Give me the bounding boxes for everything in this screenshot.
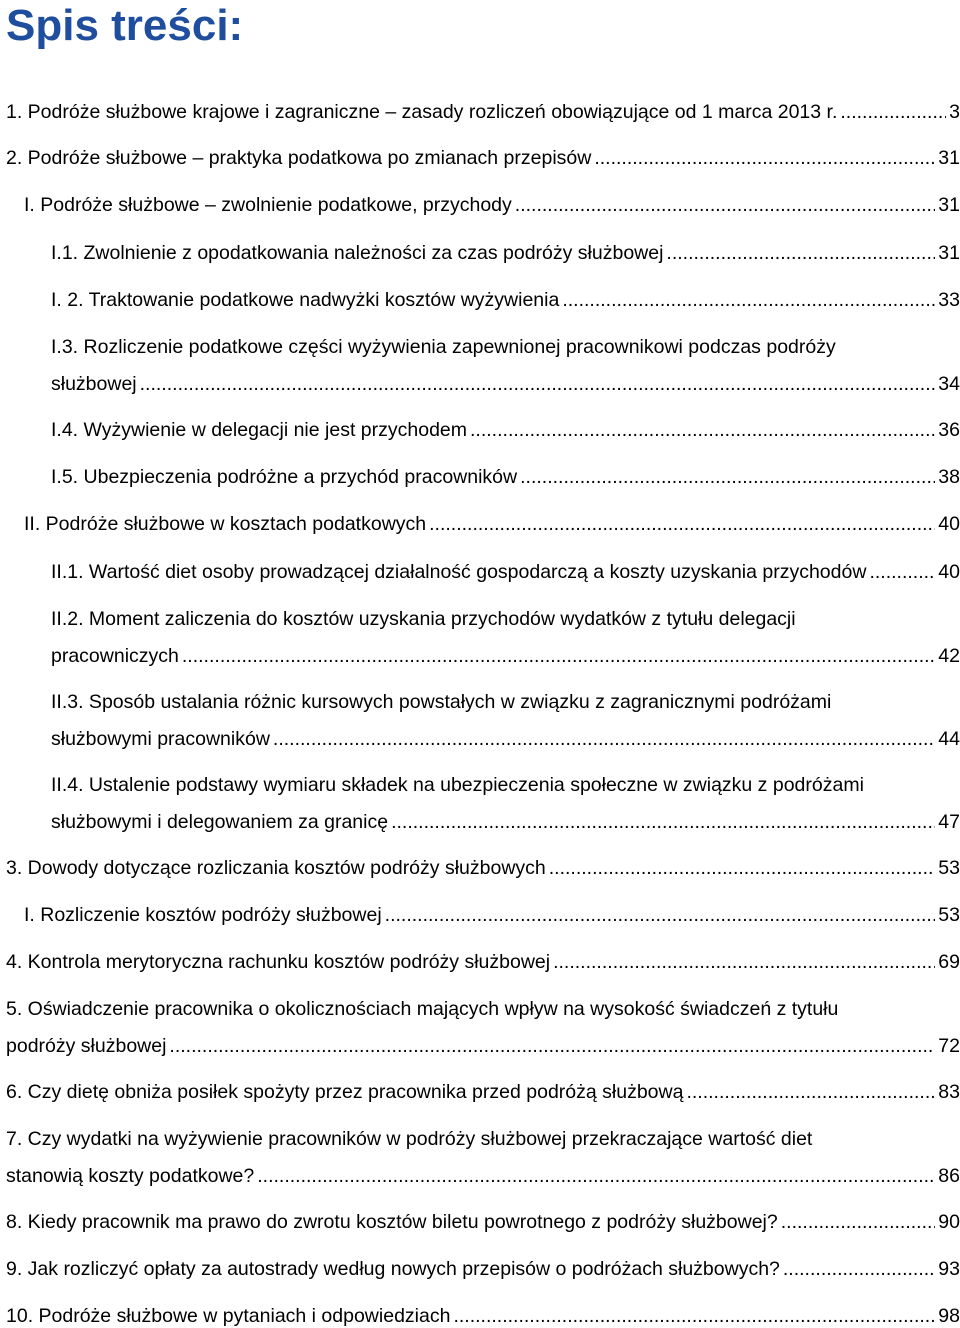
toc-entry-text: 8. Kiedy pracownik ma prawo do zwrotu kosztów biletu powrotnego z podróży służbowej? — [6, 1211, 778, 1233]
toc-entry-text: I.4. Wyżywienie w delegacji nie jest przychodem — [51, 419, 468, 441]
dot-leader — [562, 288, 935, 312]
toc-page-number: 53 — [938, 857, 960, 879]
dot-leader — [594, 146, 935, 170]
dot-leader — [666, 241, 935, 265]
dot-leader — [515, 193, 936, 217]
dot-leader — [470, 418, 935, 442]
toc-entry-text: I. 2. Traktowanie podatkowe nadwyżki kosztów wyżywienia — [51, 289, 560, 311]
toc-entry[interactable] — [24, 512, 960, 536]
page-title: Spis treści: — [6, 1, 244, 50]
toc-page-number: 90 — [938, 1211, 960, 1233]
toc-entry-text: 2. Podróże służbowe – praktyka podatkowa po zmianach przepisów — [6, 147, 592, 169]
toc-page-number: 33 — [938, 289, 960, 311]
dot-leader — [520, 465, 935, 489]
toc-entry-text: służbowymi i delegowaniem za granicę — [51, 811, 389, 833]
toc-entry[interactable] — [6, 1080, 960, 1104]
toc-page-number: 40 — [938, 561, 960, 583]
dot-leader — [169, 1034, 935, 1058]
toc-entry[interactable] — [24, 193, 960, 217]
dot-leader — [686, 1080, 935, 1104]
toc-entry-text: 3. Dowody dotyczące rozliczania kosztów podróży służbowych — [6, 857, 546, 879]
toc-entry-text: służbowymi pracowników — [51, 728, 270, 750]
toc-entry-text: II.4. Ustalenie podstawy wymiaru składek na ubezpieczenia społeczne w związku z podróżami — [51, 774, 864, 796]
toc-page-number: 86 — [938, 1165, 960, 1187]
toc-entry-text: II.1. Wartość diet osoby prowadzącej działalność gospodarczą a koszty uzyskania przychodów — [51, 561, 867, 583]
dot-leader — [869, 560, 935, 584]
toc-entry[interactable] — [51, 418, 960, 442]
toc-entry-text: 7. Czy wydatki na wyżywienie pracowników w podróży służbowej przekraczające wartość diet — [6, 1128, 813, 1150]
toc-page-number: 93 — [938, 1258, 960, 1280]
toc-page-number: 40 — [938, 513, 960, 535]
toc-page-number: 72 — [938, 1035, 960, 1057]
toc-page-number: 34 — [938, 373, 960, 395]
toc-entry-text: 5. Oświadczenie pracownika o okolicznościach mających wpływ na wysokość świadczeń z tytułu — [6, 998, 839, 1020]
toc-entry[interactable] — [6, 1210, 960, 1234]
toc-entry[interactable] — [51, 690, 960, 751]
toc-entry-text: I. Podróże służbowe – zwolnienie podatkowe, przychody — [24, 194, 512, 216]
toc-entry-text: I.1. Zwolnienie z opodatkowania należności za czas podróży służbowej — [51, 242, 664, 264]
toc-page-number: 31 — [938, 242, 960, 264]
toc-entry-text: stanowią koszty podatkowe? — [6, 1165, 255, 1187]
toc-entry[interactable] — [6, 1304, 960, 1328]
toc-page-number: 53 — [938, 904, 960, 926]
toc-entry[interactable] — [6, 950, 960, 974]
toc-entry[interactable] — [6, 997, 960, 1058]
toc-entry[interactable] — [51, 465, 960, 489]
toc-entry[interactable] — [6, 100, 960, 124]
toc-entry[interactable] — [6, 1127, 960, 1188]
dot-leader — [257, 1164, 935, 1188]
toc-entry[interactable] — [6, 1257, 960, 1281]
toc-entry-text: I.5. Ubezpieczenia podróżne a przychód pracowników — [51, 466, 518, 488]
toc-page-number: 69 — [938, 951, 960, 973]
dot-leader — [429, 512, 935, 536]
toc-page-number: 47 — [938, 811, 960, 833]
toc-entry-text: 6. Czy dietę obniża posiłek spożyty przez pracownika przed podróżą służbową — [6, 1081, 684, 1103]
dot-leader — [391, 810, 935, 834]
toc-entry[interactable] — [51, 288, 960, 312]
toc-entry-text: I.3. Rozliczenie podatkowe części wyżywienia zapewnionej pracownikowi podczas podróży — [51, 336, 836, 358]
dot-leader — [453, 1304, 935, 1328]
toc-page-number: 36 — [938, 419, 960, 441]
toc-page-number: 38 — [938, 466, 960, 488]
dot-leader — [553, 950, 935, 974]
dot-leader — [549, 856, 936, 880]
dot-leader — [783, 1257, 935, 1281]
toc-entry[interactable] — [51, 241, 960, 265]
dot-leader — [273, 727, 935, 751]
toc-entry-text: I. Rozliczenie kosztów podróży służbowej — [24, 904, 382, 926]
toc-page-number: 42 — [938, 645, 960, 667]
toc-page-number: 3 — [949, 101, 960, 123]
toc-entry-text: II.3. Sposób ustalania różnic kursowych powstałych w związku z zagranicznymi podróżami — [51, 691, 832, 713]
toc-entry-text: 1. Podróże służbowe krajowe i zagraniczne – zasady rozliczeń obowiązujące od 1 marca 2013 r. — [6, 101, 838, 123]
toc-entry-text: podróży służbowej — [6, 1035, 167, 1057]
toc-page-number: 31 — [938, 147, 960, 169]
toc-page-number: 83 — [938, 1081, 960, 1103]
dot-leader — [781, 1210, 936, 1234]
toc-entry[interactable] — [51, 773, 960, 834]
toc-entry-text: służbowej — [51, 373, 137, 395]
toc-entry[interactable] — [6, 856, 960, 880]
dot-leader — [182, 644, 935, 668]
toc-entry[interactable] — [24, 903, 960, 927]
toc-entry[interactable] — [51, 607, 960, 668]
toc-entry-text: pracowniczych — [51, 645, 179, 667]
dot-leader — [140, 372, 936, 396]
toc-entry[interactable] — [51, 560, 960, 584]
toc-entry-text: II.2. Moment zaliczenia do kosztów uzyskania przychodów wydatków z tytułu delegacji — [51, 608, 796, 630]
toc-entry[interactable] — [51, 335, 960, 396]
dot-leader — [385, 903, 936, 927]
toc-entry-text: 9. Jak rozliczyć opłaty za autostrady według nowych przepisów o podróżach służbowych? — [6, 1258, 780, 1280]
toc-entry-text: II. Podróże służbowe w kosztach podatkowych — [24, 513, 427, 535]
toc-entry-text: 10. Podróże służbowe w pytaniach i odpowiedziach — [6, 1305, 451, 1327]
toc-entry[interactable] — [6, 146, 960, 170]
toc-page-number: 44 — [938, 728, 960, 750]
dot-leader — [840, 100, 946, 124]
toc-entry-text: 4. Kontrola merytoryczna rachunku kosztów podróży służbowej — [6, 951, 551, 973]
toc-page-number: 31 — [938, 194, 960, 216]
toc-page-number: 98 — [938, 1305, 960, 1327]
